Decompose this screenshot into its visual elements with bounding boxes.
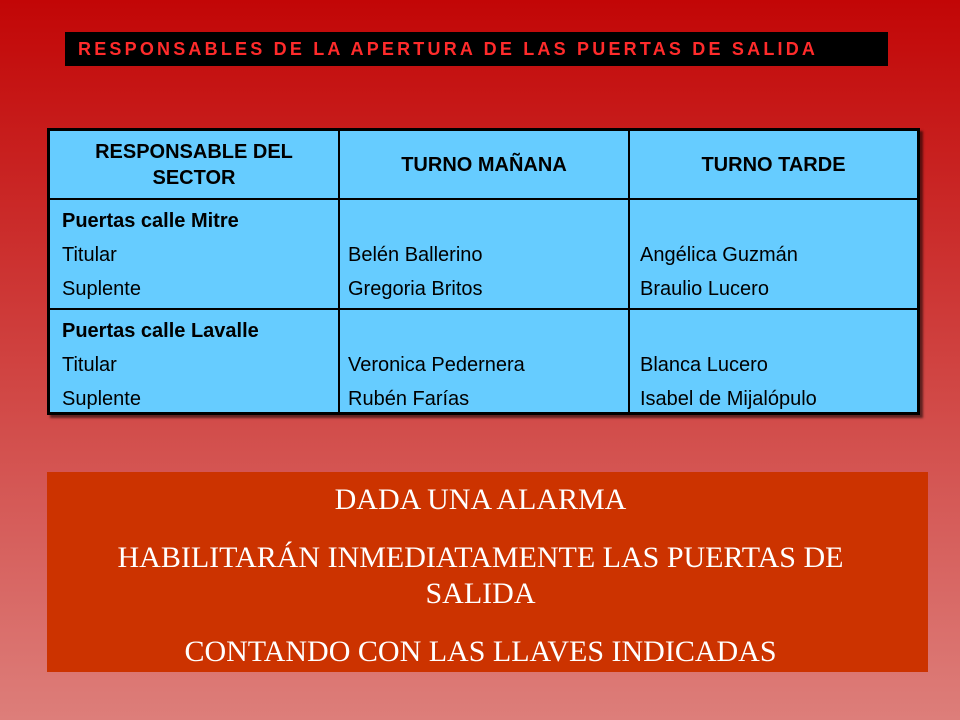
person-name: Blanca Lucero [640, 354, 768, 376]
person-name: Veronica Pedernera [348, 354, 525, 376]
sector-cell [50, 200, 340, 310]
person-name: Braulio Lucero [640, 278, 769, 300]
sector-cell [50, 310, 340, 412]
afternoon-cell [630, 310, 917, 412]
afternoon-cell [630, 200, 917, 310]
notice-line: CONTANDO CON LAS LLAVES INDICADAS [184, 635, 777, 668]
person-name: Angélica Guzmán [640, 244, 798, 266]
title-bar [65, 32, 888, 66]
person-name: Isabel de Mijalópulo [640, 388, 817, 410]
role-label: Titular [62, 244, 117, 266]
responsibles-table [47, 128, 920, 415]
column-header-afternoon: TURNO TARDE [630, 131, 917, 200]
person-name: Gregoria Britos [348, 278, 483, 300]
column-header-sector: RESPONSABLE DEL SECTOR [50, 131, 340, 200]
alarm-notice [47, 472, 928, 672]
role-label: Titular [62, 354, 117, 376]
role-label: Suplente [62, 388, 141, 410]
morning-cell [340, 310, 630, 412]
role-label: Suplente [62, 278, 141, 300]
sector-name: Puertas calle Mitre [62, 210, 239, 232]
notice-line: DADA UNA ALARMA [334, 483, 627, 516]
column-header-morning: TURNO MAÑANA [340, 131, 630, 200]
sector-name: Puertas calle Lavalle [62, 320, 259, 342]
morning-cell [340, 200, 630, 310]
notice-line: HABILITARÁN INMEDIATAMENTE LAS PUERTAS DE SALIDA [117, 541, 844, 610]
person-name: Rubén Farías [348, 388, 470, 410]
person-name: Belén Ballerino [348, 244, 483, 266]
slide-title: RESPONSABLES DE LA APERTURA DE LAS PUERTAS DE SALIDA [78, 39, 819, 59]
